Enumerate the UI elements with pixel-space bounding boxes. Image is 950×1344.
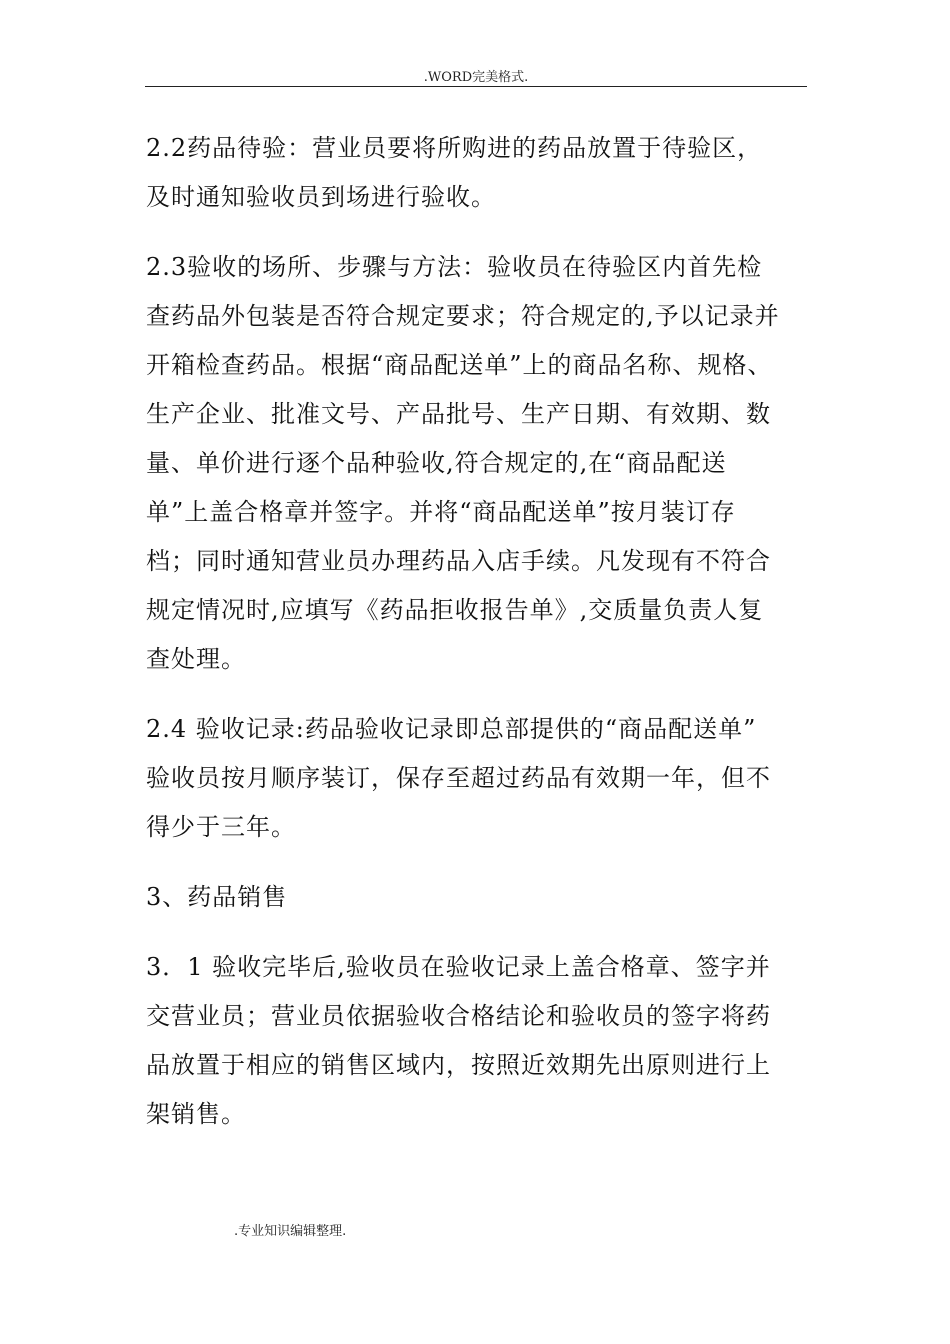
page-header: .WORD完美格式. xyxy=(423,70,529,85)
paragraph-2-4 xyxy=(146,705,806,852)
header-divider xyxy=(145,86,807,87)
page-footer: .专业知识编辑整理. xyxy=(234,1224,347,1239)
text-line: 交营业员；营业员依据验收合格结论和验收员的签字将药 xyxy=(146,1002,771,1030)
document-body xyxy=(146,124,806,1160)
text-line: 查药品外包装是否符合规定要求；符合规定的,予以记录并 xyxy=(146,302,780,330)
text-line: 查处理。 xyxy=(146,645,246,673)
text-line: 档；同时通知营业员办理药品入店手续。凡发现有不符合 xyxy=(146,547,771,575)
text-line: 2.2药品待验：营业员要将所购进的药品放置于待验区， xyxy=(146,134,763,162)
paragraph-2-2 xyxy=(146,124,806,222)
text-line: 量、单价进行逐个品种验收,符合规定的,在“商品配送 xyxy=(146,449,727,477)
text-line: 3、药品销售 xyxy=(146,883,288,911)
text-line: 验收员按月顺序装订，保存至超过药品有效期一年，但不 xyxy=(146,764,771,792)
text-line: 得少于三年。 xyxy=(146,813,296,841)
paragraph-2-3 xyxy=(146,243,806,684)
text-line: 生产企业、批准文号、产品批号、生产日期、有效期、数 xyxy=(146,400,771,428)
paragraph-3-1 xyxy=(146,943,806,1139)
text-line: 品放置于相应的销售区域内，按照近效期先出原则进行上 xyxy=(146,1051,771,1079)
text-line: 2.3验收的场所、步骤与方法：验收员在待验区内首先检 xyxy=(146,253,763,281)
text-line: 单”上盖合格章并签字。并将“商品配送单”按月装订存 xyxy=(146,498,736,526)
section-heading-3 xyxy=(146,873,806,922)
text-line: 开箱检查药品。根据“商品配送单”上的商品名称、规格、 xyxy=(146,351,773,379)
text-line: 及时通知验收员到场进行验收。 xyxy=(146,183,496,211)
text-line: 规定情况时,应填写《药品拒收报告单》,交质量负责人复 xyxy=(146,596,764,624)
text-line: 3．1 验收完毕后,验收员在验收记录上盖合格章、签字并 xyxy=(146,953,771,981)
text-line: 2.4 验收记录:药品验收记录即总部提供的“商品配送单” xyxy=(146,715,757,743)
text-line: 架销售。 xyxy=(146,1100,246,1128)
